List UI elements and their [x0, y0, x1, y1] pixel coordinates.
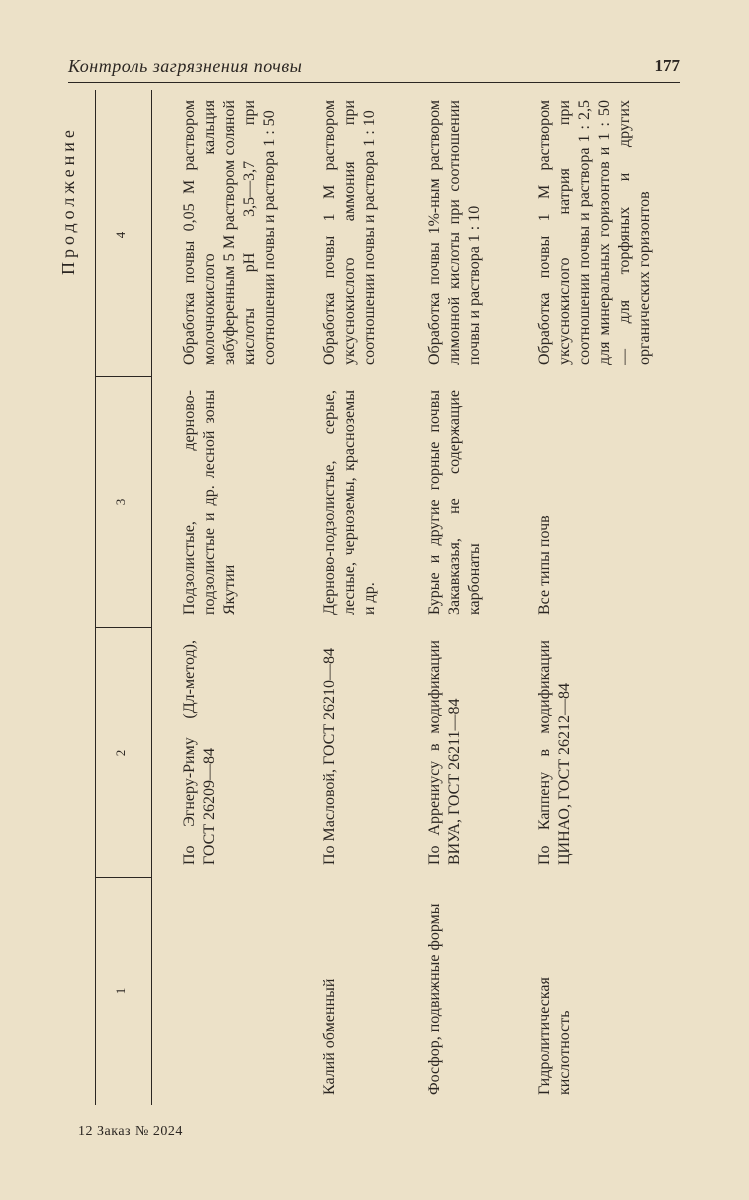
- row-4-indicator: Гидролитическая кислотность: [536, 977, 573, 1095]
- column-divider-2: [95, 627, 151, 628]
- printer-signature: 12 Заказ № 2024: [78, 1124, 183, 1139]
- column-number-4: 4: [113, 231, 128, 239]
- row-2-treatment: Обработка почвы 1 М раствором уксуснокислого аммония при соотношении почвы и раствора 1 : 10: [321, 100, 378, 365]
- row-4-treatment: Обработка почвы 1 М раствором уксуснокислого натрия при соотношении почвы и раствора 1 : 2,5 для минеральных горизонтов и 1 : 50 — для торфяных и других органических горизонтов: [536, 100, 653, 365]
- row-4-method: По Каппену в модификации ЦИНАО, ГОСТ 26212—84: [536, 640, 573, 865]
- row-2-method: По Масловой, ГОСТ 26210—84: [321, 647, 338, 865]
- continued-label: Продолжение: [58, 126, 78, 275]
- row-2-soils: Дерново-подзолистые, серые, лесные, черноземы, красноземы и др.: [321, 390, 378, 615]
- table-header-rule: [151, 90, 152, 1105]
- column-number-2: 2: [113, 749, 128, 757]
- row-3-treatment: Обработка почвы 1%-ным раствором лимонной кислоты при соотношении почвы и раствора 1 : 10: [426, 100, 483, 365]
- page-number: 177: [654, 56, 680, 75]
- column-number-3: 3: [113, 498, 128, 506]
- column-number-1: 1: [113, 987, 128, 995]
- row-1-treatment: Обработка почвы 0,05 М раствором молочнокислого кальция забуференным 5 М раствором соляной кислоты рН 3,5—3,7 при соотношении почвы и раствора 1 : 50: [181, 100, 278, 365]
- running-head: [68, 56, 680, 80]
- running-title: Контроль загрязнения почвы: [68, 56, 303, 76]
- rotated-table-area: [50, 90, 690, 1115]
- row-1-method: По Эгнеру-Риму (Дл-метод), ГОСТ 26209—84: [181, 640, 218, 865]
- header-rule: [68, 82, 680, 83]
- row-3-method: По Аррениусу в модификации ВИУА, ГОСТ 26211—84: [426, 640, 463, 865]
- row-3-soils: Бурые и другие горные почвы Закавказья, не содержащие карбонаты: [426, 390, 483, 615]
- row-3-indicator: Фосфор, подвижные формы: [426, 903, 443, 1095]
- data-table: [95, 90, 677, 1105]
- column-divider-3: [95, 376, 151, 377]
- row-1-soils: Подзолистые, дерново-подзолистые и др. лесной зоны Якутии: [181, 390, 238, 615]
- row-2-indicator: Калий обменный: [321, 978, 338, 1095]
- row-4-soils: Все типы почв: [536, 515, 553, 615]
- table-top-rule: [95, 90, 96, 1105]
- column-divider-1: [95, 877, 151, 878]
